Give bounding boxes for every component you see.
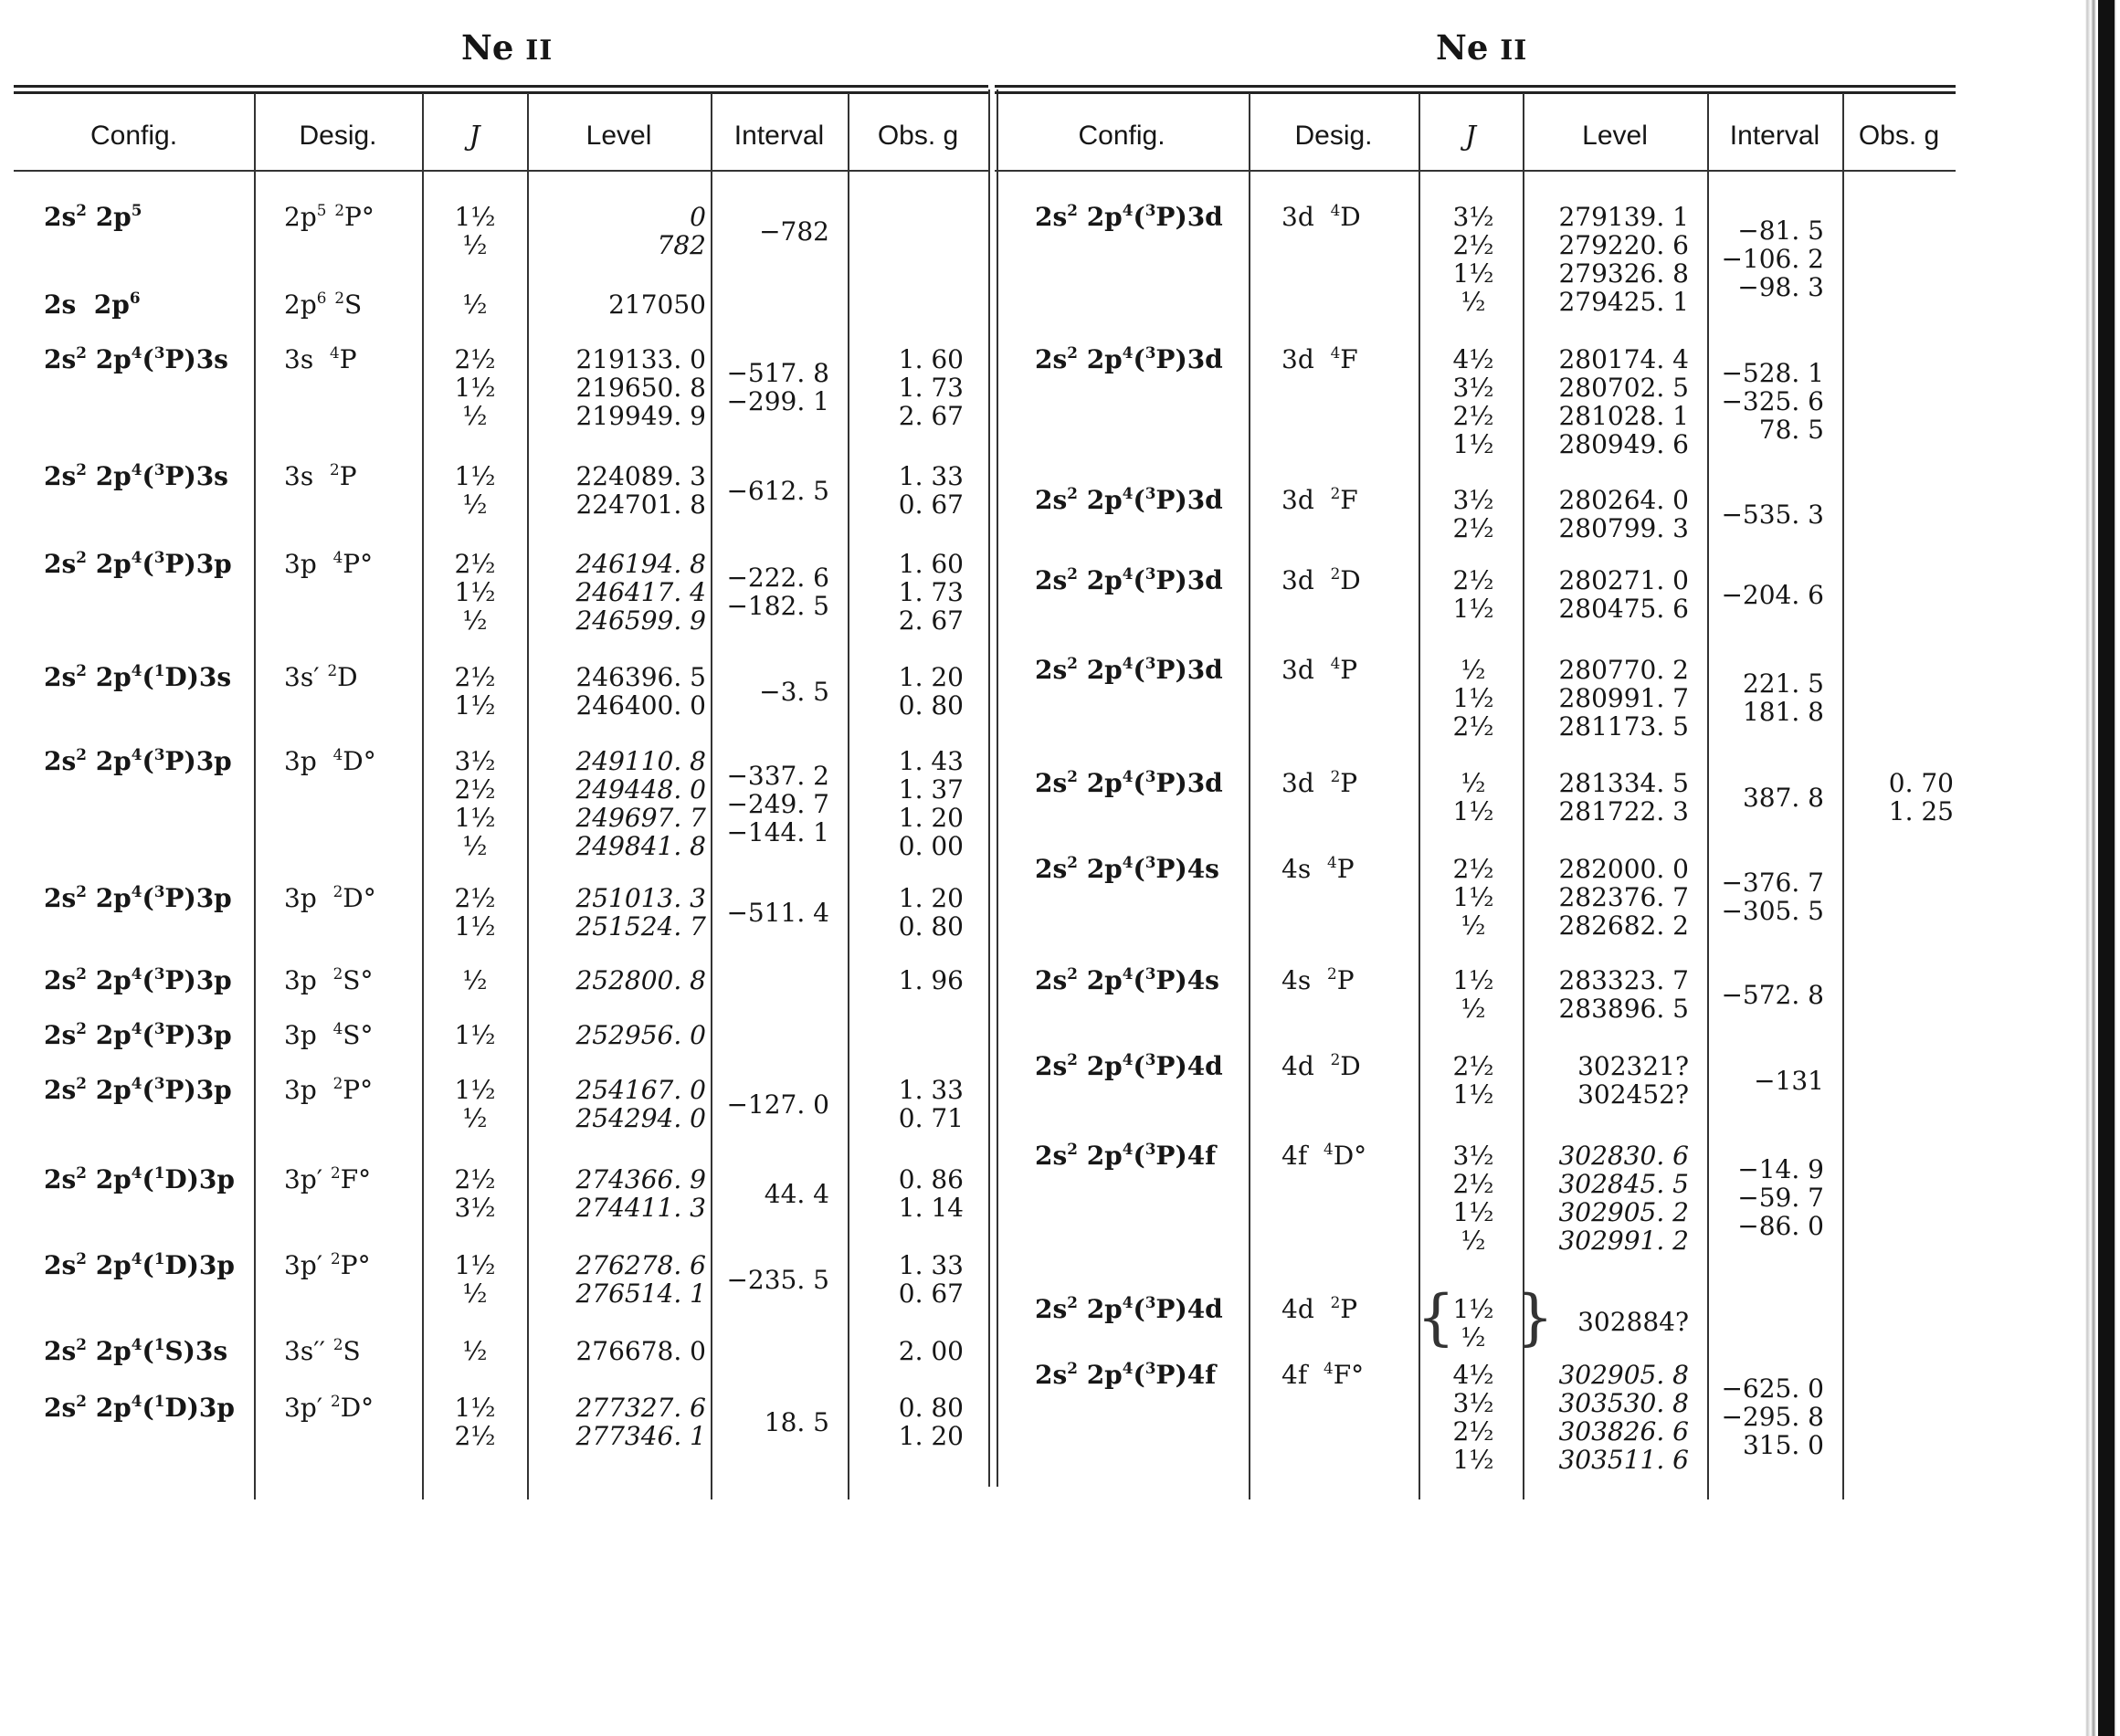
desig-cell: 3s $^2$P [284, 460, 357, 491]
config-cell: $2s^2$ $2p^4(^3P)3s$ [44, 460, 228, 491]
config-cell: $2s^2$ $2p^4(^3P)3p$ [44, 1074, 232, 1105]
level-cell: 283323. 7 283896. 5 [1558, 965, 1689, 1024]
right-table [995, 80, 1956, 1487]
interval-cell: 18. 5 [764, 1406, 829, 1437]
desig-cell: 3d $^2$D [1281, 564, 1361, 595]
config-cell: $2s^2$ $2p^4(^3P)3p$ [44, 964, 232, 995]
desig-cell: $2p^5$ $^2$P° [284, 201, 374, 232]
level-cell: 246396. 5 246400. 0 [575, 662, 706, 721]
obs-g-cell: 0. 86 1. 14 [898, 1164, 964, 1223]
obs-g-cell: 2. 00 [898, 1336, 964, 1366]
j-cell: ½ [462, 1336, 488, 1366]
j-cell: 4½ 3½ 2½ 1½ [1452, 1360, 1494, 1475]
desig-cell: 3p $^2$P° [284, 1074, 374, 1105]
col-header-j: J [1464, 121, 1477, 153]
interval-cell: −625. 0 −295. 8 315. 0 [1721, 1373, 1824, 1460]
desig-cell: 4s $^2$P [1281, 964, 1355, 995]
config-cell: $2s^2$ $2p^5$ [44, 201, 142, 232]
interval-cell: −131 [1754, 1065, 1824, 1096]
desig-cell: 3s′′ $^2$S [284, 1335, 361, 1366]
obs-g-cell: 0. 70 1. 25 [1888, 768, 1954, 826]
interval-cell: −204. 6 [1721, 579, 1824, 610]
j-cell: 1½ ½ [454, 1250, 496, 1309]
interval-cell: −127. 0 [726, 1089, 829, 1120]
level-cell: 276678. 0 [575, 1336, 706, 1366]
obs-g-cell: 1. 33 0. 71 [898, 1075, 964, 1133]
obs-g-cell: 1. 60 1. 73 2. 67 [898, 344, 964, 431]
col-header-desig: Desig. [299, 121, 377, 151]
j-cell: 2½ 1½ [454, 662, 496, 721]
level-cell: 280770. 2 280991. 7 281173. 5 [1558, 655, 1689, 742]
col-header-interval: Interval [733, 121, 825, 151]
interval-cell: −376. 7 −305. 5 [1721, 868, 1824, 926]
obs-g-cell: 1. 20 0. 80 [898, 883, 964, 942]
desig-cell: 4f $^4$D° [1281, 1140, 1367, 1171]
j-cell: 1½ ½ [454, 202, 496, 260]
config-cell: $2s^2$ $2p^4(^3P)3d$ [1035, 654, 1223, 685]
config-cell: $2s^2$ $2p^4(^3P)3p$ [44, 745, 232, 776]
desig-cell: 4d $^2$P [1281, 1293, 1358, 1324]
left-table-title: Ne II [461, 27, 554, 68]
level-cell: 252800. 8 [575, 965, 706, 995]
config-cell: $2s^2$ $2p^4(^1D)3p$ [44, 1249, 235, 1280]
level-cell: 277327. 6 277346. 1 [575, 1393, 706, 1451]
j-cell: ½ 1½ 2½ [1452, 655, 1494, 742]
interval-cell: −3. 5 [759, 676, 829, 707]
obs-g-cell: 0. 80 1. 20 [898, 1393, 964, 1451]
desig-cell: 3s $^4$P [284, 343, 357, 374]
j-cell: 3½ 2½ [1452, 485, 1494, 543]
level-cell: 281334. 5 281722. 3 [1558, 768, 1689, 826]
obs-g-cell: 1. 96 [898, 965, 964, 995]
desig-cell: 4f $^4$F° [1281, 1359, 1365, 1390]
desig-cell: 4s $^4$P [1281, 853, 1355, 884]
brace-right: } [1515, 1282, 1554, 1352]
interval-cell: −511. 4 [726, 897, 829, 928]
interval-cell: −14. 9 −59. 7 −86. 0 [1737, 1154, 1824, 1241]
desig-cell: 3p $^4$S° [284, 1019, 374, 1050]
desig-cell: 3d $^4$F [1281, 343, 1358, 374]
col-header-config: Config. [1078, 121, 1165, 151]
config-cell: $2s^2$ $2p^4(^1D)3s$ [44, 661, 232, 692]
scan-edge-dark [2098, 0, 2115, 1736]
config-cell: $2s^2$ $2p^4(^3P)4f$ [1035, 1359, 1217, 1390]
desig-cell: 3p′ $^2$F° [284, 1163, 372, 1194]
level-cell: 280264. 0 280799. 3 [1558, 485, 1689, 543]
desig-cell: 3p $^4$P° [284, 548, 374, 579]
level-cell: 249110. 8 249448. 0 249697. 7 249841. 8 [575, 746, 706, 861]
config-cell: $2s^2$ $2p^4(^3P)3p$ [44, 882, 232, 913]
config-cell: $2s^2$ $2p^4(^3P)3d$ [1035, 767, 1223, 798]
level-cell: 302321? 302452? [1577, 1051, 1689, 1110]
obs-g-cell: 1. 60 1. 73 2. 67 [898, 549, 964, 636]
config-cell: $2s^2$ $2p^4(^3P)4f$ [1035, 1140, 1217, 1171]
config-cell: $2s^2$ $2p^4(^1D)3p$ [44, 1163, 235, 1194]
level-cell: 280271. 0 280475. 6 [1558, 565, 1689, 624]
j-cell: 1½ ½ [454, 461, 496, 520]
col-header-level: Level [585, 121, 652, 151]
j-cell: 2½ 1½ [454, 883, 496, 942]
j-cell: 1½ ½ [1452, 1294, 1494, 1352]
col-header-desig: Desig. [1294, 121, 1373, 151]
j-cell: ½ [462, 289, 488, 320]
j-cell: 4½ 3½ 2½ 1½ [1452, 344, 1494, 459]
level-cell: 276278. 6 276514. 1 [575, 1250, 706, 1309]
level-cell: 302884? [1577, 1307, 1689, 1337]
level-cell: 280174. 4 280702. 5 281028. 1 280949. 6 [1558, 344, 1689, 459]
config-cell: $2s^2$ $2p^4(^1S)3s$ [44, 1335, 228, 1366]
j-cell: 2½ 1½ ½ [454, 344, 496, 431]
desig-cell: 3d $^2$F [1281, 484, 1358, 515]
level-cell: 252956. 0 [575, 1020, 706, 1050]
interval-cell: −222. 6 −182. 5 [726, 563, 829, 621]
desig-cell: 3p $^2$D° [284, 882, 376, 913]
left-table [14, 80, 988, 1487]
j-cell: 2½ 1½ ½ [454, 549, 496, 636]
j-cell: 3½ 2½ 1½ ½ [1452, 202, 1494, 317]
config-cell: $2s^2$ $2p^4(^3P)3p$ [44, 1019, 232, 1050]
config-cell: $2s^2$ $2p^4(^3P)3d$ [1035, 201, 1223, 232]
config-cell: $2s^2$ $2p^4(^3P)3p$ [44, 548, 232, 579]
interval-cell: 387. 8 [1742, 782, 1824, 813]
interval-cell: −782 [759, 216, 829, 247]
config-cell: $2s^2$ $2p^4(^3P)4d$ [1035, 1293, 1223, 1324]
interval-cell: −612. 5 [726, 475, 829, 506]
interval-cell: −235. 5 [726, 1264, 829, 1295]
desig-cell: 3d $^4$D [1281, 201, 1361, 232]
config-cell: $2s^2$ $2p^4(^3P)3d$ [1035, 564, 1223, 595]
j-cell: ½ 1½ [1452, 768, 1494, 826]
col-header-obs-g: Obs. g [1858, 121, 1940, 151]
interval-cell: 221. 5 181. 8 [1742, 668, 1824, 727]
desig-cell: 3p′ $^2$P° [284, 1249, 371, 1280]
j-cell: 2½ 1½ [1452, 1051, 1494, 1110]
config-cell: $2s^2$ $2p^4(^1D)3p$ [44, 1392, 235, 1423]
j-cell: 2½ 1½ ½ [1452, 854, 1494, 941]
level-cell: 219133. 0 219650. 8 219949. 9 [575, 344, 706, 431]
interval-cell: −528. 1 −325. 6 78. 5 [1721, 358, 1824, 445]
config-cell: $2s^2$ $2p^4(^3P)3d$ [1035, 484, 1223, 515]
interval-cell: −337. 2 −249. 7 −144. 1 [726, 761, 829, 847]
col-header-obs-g: Obs. g [877, 121, 959, 151]
j-cell: 2½ 3½ [454, 1164, 496, 1223]
config-cell: $2s^2$ $2p^4(^3P)4s$ [1035, 853, 1219, 884]
col-header-level: Level [1582, 121, 1648, 151]
config-cell: $2s^2$ $2p^4(^3P)4d$ [1035, 1050, 1223, 1081]
config-cell: $2s^2$ $2p^4(^3P)3s$ [44, 343, 228, 374]
config-cell: 2s $2p^6$ [44, 289, 141, 320]
j-cell: 1½ ½ [1452, 965, 1494, 1024]
col-header-interval: Interval [1729, 121, 1820, 151]
interval-cell: −81. 5 −106. 2 −98. 3 [1721, 216, 1824, 302]
interval-cell: −517. 8 −299. 1 [726, 358, 829, 416]
level-cell: 302830. 6 302845. 5 302905. 2 302991. 2 [1558, 1141, 1689, 1256]
desig-cell: 3d $^4$P [1281, 654, 1358, 685]
level-cell: 217050 [608, 289, 706, 320]
obs-g-cell: 1. 33 0. 67 [898, 461, 964, 520]
col-header-config: Config. [90, 121, 178, 151]
config-cell: $2s^2$ $2p^4(^3P)4s$ [1035, 964, 1219, 995]
right-table-title: Ne II [1436, 27, 1528, 68]
level-cell: 279139. 1 279220. 6 279326. 8 279425. 1 [1558, 202, 1689, 317]
col-header-j: J [469, 121, 480, 153]
desig-cell: 3p $^4$D° [284, 745, 376, 776]
obs-g-cell: 1. 20 0. 80 [898, 662, 964, 721]
obs-g-cell: 1. 33 0. 67 [898, 1250, 964, 1309]
level-cell: 274366. 9 274411. 3 [575, 1164, 706, 1223]
level-cell: 251013. 3 251524. 7 [575, 883, 706, 942]
obs-g-cell: 1. 43 1. 37 1. 20 0. 00 [898, 746, 964, 861]
desig-cell: 4d $^2$D [1281, 1050, 1361, 1081]
level-cell: 246194. 8 246417. 4 246599. 9 [575, 549, 706, 636]
interval-cell: −535. 3 [1721, 499, 1824, 530]
j-cell: 3½ 2½ 1½ ½ [1452, 1141, 1494, 1256]
desig-cell: $2p^6$ $^2$S [284, 289, 363, 320]
j-cell: 1½ 2½ [454, 1393, 496, 1451]
level-cell: 254167. 0 254294. 0 [575, 1075, 706, 1133]
desig-cell: 3p′ $^2$D° [284, 1392, 374, 1423]
level-cell: 224089. 3 224701. 8 [575, 461, 706, 520]
j-cell: 2½ 1½ [1452, 565, 1494, 624]
j-cell: 3½ 2½ 1½ ½ [454, 746, 496, 861]
desig-cell: 3d $^2$P [1281, 767, 1358, 798]
interval-cell: 44. 4 [764, 1178, 829, 1209]
level-cell: 282000. 0 282376. 7 282682. 2 [1558, 854, 1689, 941]
desig-cell: 3p $^2$S° [284, 964, 374, 995]
j-cell: 1½ [454, 1020, 496, 1050]
j-cell: 1½ ½ [454, 1075, 496, 1133]
j-cell: ½ [462, 965, 488, 995]
brace-left: { [1417, 1282, 1455, 1352]
interval-cell: −572. 8 [1721, 979, 1824, 1010]
level-cell: 302905. 8 303530. 8 303826. 6 303511. 6 [1558, 1360, 1689, 1475]
config-cell: $2s^2$ $2p^4(^3P)3d$ [1035, 343, 1223, 374]
level-cell: 0 782 [657, 202, 706, 260]
desig-cell: 3s′ $^2$D [284, 661, 358, 692]
